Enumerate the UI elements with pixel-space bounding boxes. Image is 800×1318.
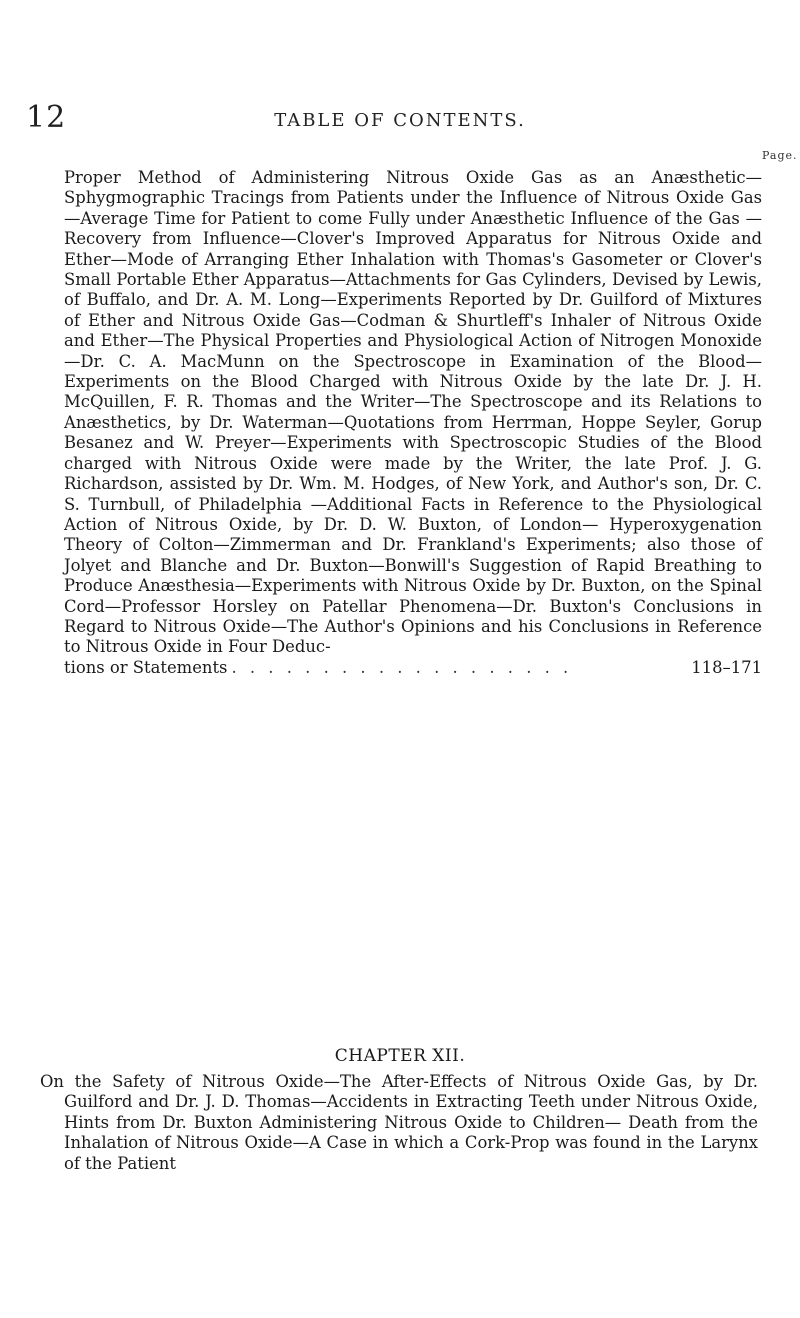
page-column-label: Page.	[762, 149, 798, 162]
dot-leader: . . . . . . . . . . . . . . . . . . .	[231, 657, 573, 677]
chapter-heading: CHAPTER XII.	[334, 1046, 466, 1066]
toc-entry-text: Proper Method of Administering Nitrous Oxide Gas as an Anæsthetic—Sphygmographic Tracings from Patients under the Influence of Nitrous Oxide Gas—Average Time for Patient to come Fully under Anæsthetic Influence of the Gas —Recovery from Influence—Clover's Improved Apparatus for Nitrous Oxide and Ether—Mode of Arranging Ether Inhalation with Thomas's Gasometer or Clover's Small Portable Ether Apparatus—Attachments for Gas Cylinders, Devised by Lewis, of Buffalo, and Dr. A. M. Long—Experiments Reported by Dr. Guilford of Mixtures of Ether and Nitrous Oxide Gas—Codman & Shurtleff's Inhaler of Nitrous Oxide and Ether—The Physical Properties and Physiological Action of Nitrogen Monoxide—Dr. C. A. MacMunn on the Spectroscope in Examination of the Blood—Experiments on the Blood Charged with Nitrous Oxide by the late Dr. J. H. McQuillen, F. R. Thomas and the Writer—The Spectroscope and its Relations to Anæsthetics, by Dr. Waterman—Quotations from Herrman, Hoppe Seyler, Gorup Besanez and W. Preyer—Experiments with Spectroscopic Studies of the Blood charged with Nitrous Oxide were made by the Writer, the late Prof. J. G. Richardson, assisted by Dr. Wm. M. Hodges, of New York, and Author's son, Dr. C. S. Turnbull, of Philadelphia —Additional Facts in Reference to the Physiological Action of Nitrous Oxide, by Dr. D. W. Buxton, of London— Hyperoxygenation Theory of Colton—Zimmerman and Dr. Frankland's Experiments; also those of Jolyet and Blanche and Dr. Buxton—Bonwill's Suggestion of Rapid Breathing to Produce Anæsthesia—Experiments with Nitrous Oxide by Dr. Buxton, on the Spinal Cord—Professor Horsley on Patellar Phenomena—Dr. Buxton's Conclusions in Regard to Nitrous Oxide—The Author's Opinions and his Conclusions in Reference to Nitrous Oxide in Four Deduc-	[64, 168, 762, 657]
chapter-summary	[40, 1072, 758, 1174]
toc-entry-pages: 118–171	[691, 657, 762, 677]
toc-entry	[64, 168, 762, 678]
toc-entry-leader-line	[64, 658, 762, 678]
running-head-title: TABLE OF CONTENTS.	[274, 110, 526, 131]
page-number: 12	[26, 100, 67, 135]
toc-entry-last-line: tions or Statements	[64, 657, 228, 677]
chapter-summary-text: On the Safety of Nitrous Oxide—The After-Effects of Nitrous Oxide Gas, by Dr. Guilford and Dr. J. D. Thomas—Accidents in Extracting Teeth under Nitrous Oxide, Hints from Dr. Buxton Administering Nitrous Oxide to Children— Death from the Inhalation of Nitrous Oxide—A Case in which a Cork-Prop was found in the Larynx of the Patient	[40, 1072, 758, 1173]
